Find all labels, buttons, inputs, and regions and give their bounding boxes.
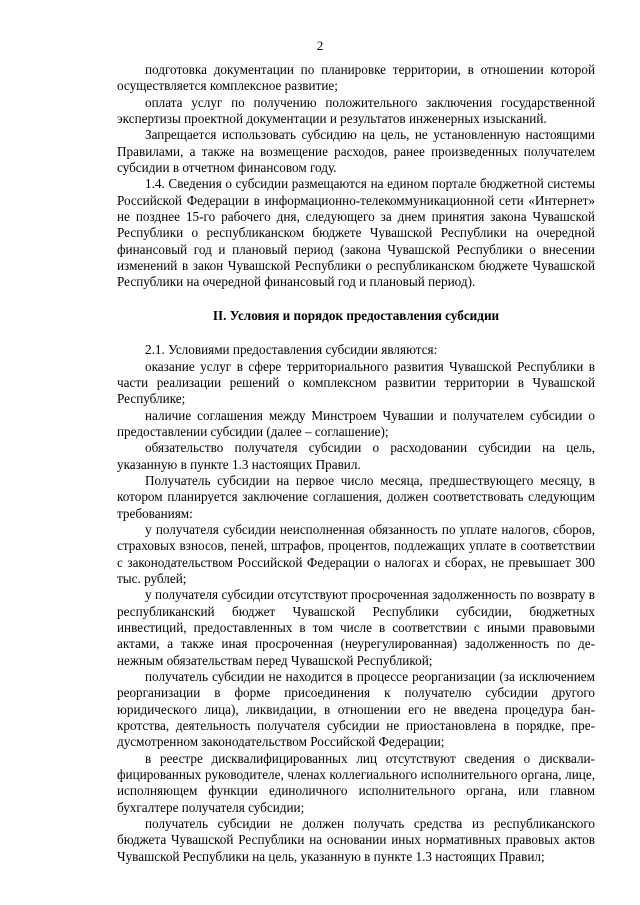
paragraph-requirement-reorganization: получатель субсидии не находится в процессе реорганизации (за исключением реорганизации в форме присоединения к получателю субсидии другого юридического лица), ликвидации, в отношении его не введена процедура банкротства, деятельность получателя субсидии не приостановлена в порядке, предусмотренном законодательством Российской Федерации; [117,669,595,750]
paragraph-requirement-other-funds: получатель субсидии не должен получать средства из республиканского бюджета Чувашской Республики на основании иных нормативных правовых актов Чувашской Республики на цель, указанную в пункте 1.3 настоящих Правил; [117,816,595,864]
paragraph-requirement-tax: у получателя субсидии неисполненная обязанность по уплате налогов, сборов, страховых взносов, пеней, штрафов, процентов, подлежащих уплате в соответствии с законодательством Российской Федерации о налогах и сборах, не превышает 300 тыс. рублей; [117,521,595,586]
paragraph-2-1-conditions: 2.1. Условиями предоставления субсидии являются: [145,342,438,358]
paragraph-requirement-debt: у получателя субсидии отсутствуют просроченная задолженность по возврату в республиканский бюджет Чувашской Республики субсидии, бюджетных инвестиций, предоставленных в том числе в соответствии с иными правовыми актами, а также иная просроченная (неурегулированная) задолженность по денежным обязательствам перед Чувашской Республикой; [117,587,595,668]
paragraph-requirement-disqualified: в реестре дисквалифицированных лиц отсутствуют сведения о дисквалифицированных руководителе, членах коллегиального исполнительного органа, лице, исполняющем функции единоличного исполнительного органа, или главном бухгалтере получателя субсидии; [117,750,595,815]
paragraph-expertise-payment: оплата услуг по получению положительного заключения государственной экспертизы проектной документации и результатов инженерных изысканий. [117,94,595,127]
document-body [117,62,595,865]
paragraph-condition-agreement: наличие соглашения между Минстроем Чувашии и получателем субсидии о предоставлении субсидии (далее – соглашение); [117,407,595,439]
paragraph-1-4-publication: 1.4. Сведения о субсидии размещаются на едином портале бюджетной системы Российской Федерации в информационно-телекоммуникационной сети «Интернет» не позднее 15-го рабочего дня, следующего за днем принятия закона Чувашской Республики о республиканском бюджете Чувашской Республики на очередной финансовый год и плановый период (закона Чувашской Республики о внесении изменений в закон Чувашской Республики о республиканском бюджете Чувашской Республики на очередной финансовый год и плановый период). [117,176,595,290]
section-heading: II. Условия и порядок предоставления субсидии [212,307,500,323]
paragraph-requirements-intro: Получатель субсидии на первое число месяца, предшествующего месяцу, в котором планируется заключение соглашения, должен соответствовать следующим требованиям: [117,472,595,521]
paragraph-planning-documentation: подготовка документации по планировке территории, в отношении которой осуществляется комплексное развитие; [117,62,595,94]
page-number: 2 [316,38,324,53]
paragraph-condition-obligation: обязательство получателя субсидии о расходовании субсидии на цель, указанную в пункте 1.3 настоящих Правил. [117,440,595,472]
paragraph-condition-services: оказание услуг в сфере территориального развития Чувашской Республики в части реализации решений о комплексном развитии территории в Чувашской Республике; [117,358,595,407]
paragraph-subsidy-prohibition: Запрещается использовать субсидию на цель, не установленную настоящими Правилами, а также на возмещение расходов, ранее произведенных получателем субсидии в отчетном финансовом году. [117,127,595,176]
